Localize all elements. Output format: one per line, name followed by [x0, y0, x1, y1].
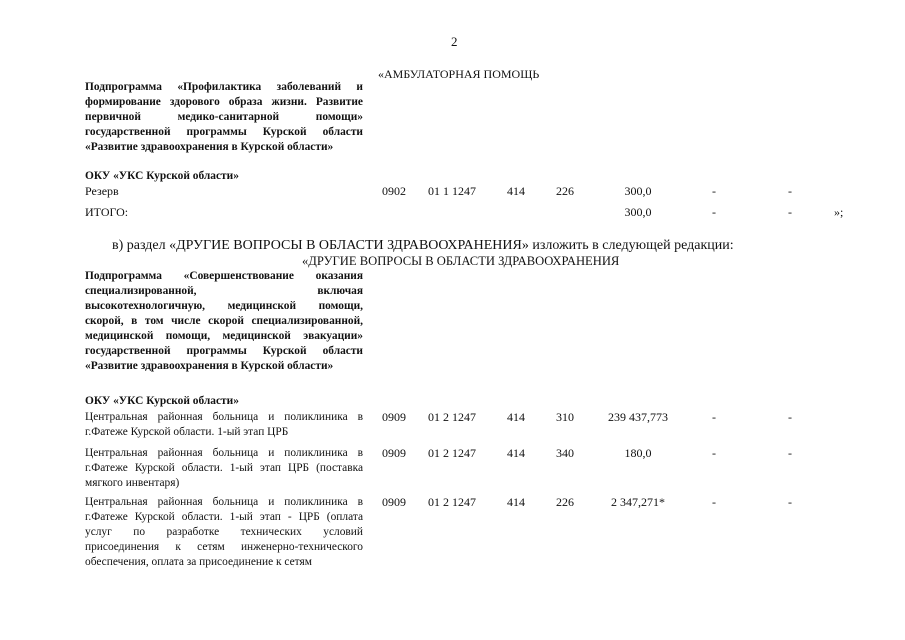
row-2-2-vr: 414: [507, 446, 525, 460]
row-2-3-sum-3: -: [788, 495, 792, 509]
row-2-1-sum-1: 239 437,773: [608, 410, 668, 424]
row-2-1-sum-2: -: [712, 410, 716, 424]
row-2-1-rz: 0909: [382, 410, 406, 424]
row-2-3-desc: Центральная районная больница и поликлиника в г.Фатеже Курской области. 1-ый этап - ЦРБ (оплата услуг по разработке технических условий присоединения к сетям инженерно-технического обеспечения, оплата за присоединение к сетям: [85, 496, 363, 568]
row-2-1-vr: 414: [507, 410, 525, 424]
row-2-2-rz: 0909: [382, 446, 406, 460]
row-2-1-cs: 01 2 1247: [428, 410, 476, 424]
row-2-2-desc: Центральная районная больница и поликлиника в г.Фатеже Курской области. 1-ый этап ЦРБ (поставка мягкого инвентаря): [85, 447, 363, 489]
total-close-quote: »;: [834, 205, 844, 219]
row-2-3-vr: 414: [507, 495, 525, 509]
row-2-2-sum-2: -: [712, 446, 716, 460]
section-instruction: в) раздел «ДРУГИЕ ВОПРОСЫ В ОБЛАСТИ ЗДРАВООХРАНЕНИЯ» изложить в следующей редакции:: [112, 238, 734, 253]
row-1-rz: 0902: [382, 184, 406, 198]
row-2-1-desc: Центральная районная больница и поликлиника в г.Фатеже Курской области. 1-ый этап ЦРБ: [85, 411, 363, 438]
row-1-sum-2: -: [712, 184, 716, 198]
row-1-ek: 226: [556, 184, 574, 198]
row-2-3-ek: 226: [556, 495, 574, 509]
total-sum-1: 300,0: [624, 205, 652, 219]
row-2-2-sum-3: -: [788, 446, 792, 460]
row-1-sum-3: -: [788, 184, 792, 198]
row-2-3-sum-1: 2 347,271*: [611, 495, 665, 509]
page-number: 2: [451, 34, 458, 49]
row-2-3-rz: 0909: [382, 495, 406, 509]
org-1-name: ОКУ «УКС Курской области»: [85, 170, 239, 182]
section-header-ambulatory: «АМБУЛАТОРНАЯ ПОМОЩЬ: [378, 67, 540, 81]
row-1-vr: 414: [507, 184, 525, 198]
row-1-desc: Резерв: [85, 184, 119, 198]
row-2-2-cs: 01 2 1247: [428, 446, 476, 460]
total-label: ИТОГО:: [85, 205, 129, 219]
row-2-2-ek: 340: [556, 446, 574, 460]
row-2-2-sum-1: 180,0: [624, 446, 652, 460]
total-sum-3: -: [788, 205, 792, 219]
row-2-3-cs: 01 2 1247: [428, 495, 476, 509]
subprogram-1-title: Подпрограмма «Профилактика заболеваний и формирование здорового образа жизни. Развитие первичной медико-санитарной помощи» государственной программы Курской области «Развитие здравоохранения в Курской области»: [85, 81, 363, 153]
subprogram-2-title: Подпрограмма «Совершенствование оказания специализированной, включая высокотехнологичную, медицинской помощи, скорой, в том числе скорой специализированной, медицинской помощи, медицинской эвакуации» государственной программы Курской области «Развитие здравоохранения в Курской области»: [85, 270, 363, 372]
total-sum-2: -: [712, 205, 716, 219]
org-2-name: ОКУ «УКС Курской области»: [85, 395, 239, 407]
row-1-sum-1: 300,0: [624, 184, 652, 198]
row-1-cs: 01 1 1247: [428, 184, 476, 198]
section-2-header: «ДРУГИЕ ВОПРОСЫ В ОБЛАСТИ ЗДРАВООХРАНЕНИЯ: [302, 254, 620, 268]
row-2-1-ek: 310: [556, 410, 574, 424]
row-2-3-sum-2: -: [712, 495, 716, 509]
row-2-1-sum-3: -: [788, 410, 792, 424]
